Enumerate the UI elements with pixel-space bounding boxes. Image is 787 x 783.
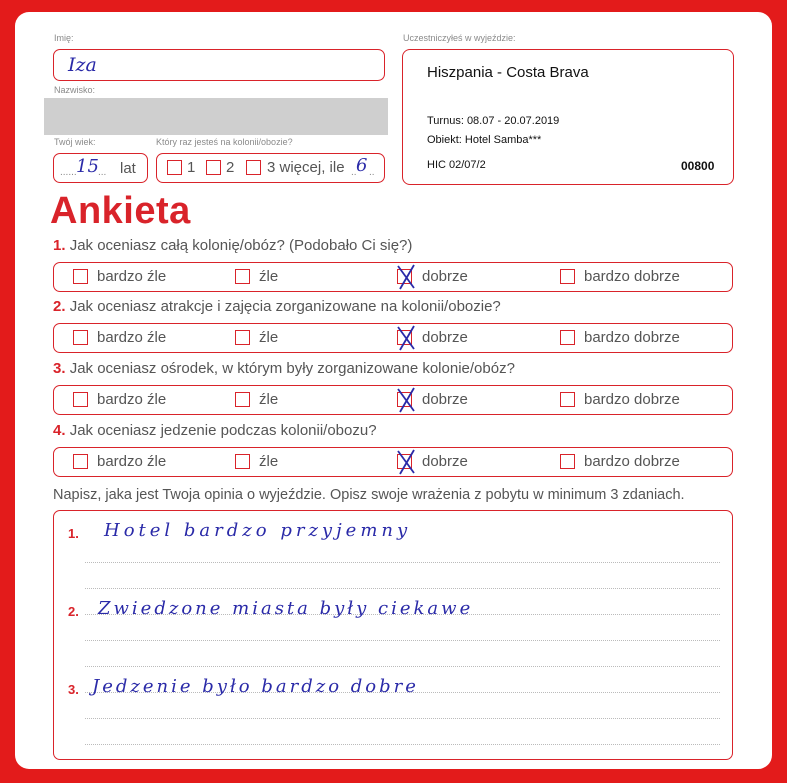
opinion-line [85, 718, 720, 719]
first-name-value: Iza [68, 54, 97, 76]
trip-obiekt: Obiekt: Hotel Samba*** [427, 134, 542, 146]
option-label: źle [259, 453, 279, 470]
option-label: bardzo dobrze [584, 391, 680, 408]
question-3 [53, 360, 515, 377]
trip-label: Uczestniczyłeś w wyjeździe: [403, 33, 516, 43]
opinion-prompt: Napisz, jaka jest Twoja opinia o wyjeździe. Opisz swoje wrażenia z pobytu w minimum 3 zdaniach. [53, 487, 685, 503]
option-label: dobrze [422, 329, 468, 346]
answer-text: Hotel bardzo przyjemny [104, 520, 412, 541]
age-label: Twój wiek: [54, 137, 96, 147]
checkbox-q3-opt4[interactable] [560, 392, 575, 407]
times-dots: .. [351, 167, 357, 178]
checkbox-q1-opt2[interactable] [235, 269, 250, 284]
opinion-line [85, 640, 720, 641]
option-label: dobrze [422, 391, 468, 408]
option-label: bardzo źle [97, 453, 167, 470]
question-text: Jak oceniasz atrakcje i zajęcia zorganizowane na kolonii/obozie? [69, 298, 501, 315]
trip-box [402, 49, 734, 185]
option-label: dobrze [422, 453, 468, 470]
option-label: bardzo źle [97, 391, 167, 408]
checkbox-q2-opt2[interactable] [235, 330, 250, 345]
checkbox-q4-opt3[interactable] [397, 454, 412, 469]
trip-number: 00800 [681, 159, 715, 173]
checkbox-q4-opt4[interactable] [560, 454, 575, 469]
survey-title: Ankieta [50, 190, 191, 232]
question-text: Jak oceniasz całą kolonię/obóz? (Podobało Ci się?) [69, 237, 413, 254]
checkbox-q1-opt4[interactable] [560, 269, 575, 284]
question-1 [53, 237, 412, 254]
question-number: 1. [53, 237, 66, 254]
times-checkbox-1[interactable] [167, 160, 182, 175]
option-label: bardzo źle [97, 329, 167, 346]
question-number: 3. [53, 360, 66, 377]
opinion-line [85, 588, 720, 589]
option-label: bardzo dobrze [584, 268, 680, 285]
opinion-line [85, 562, 720, 563]
age-unit: lat [120, 160, 136, 177]
checkbox-q3-opt3[interactable] [397, 392, 412, 407]
times-opt2-label: 2 [226, 159, 235, 176]
times-more-value: 6 [356, 155, 368, 176]
checkbox-q2-opt3[interactable] [397, 330, 412, 345]
check-mark-icon [395, 387, 417, 413]
checkbox-q4-opt2[interactable] [235, 454, 250, 469]
option-label: źle [259, 329, 279, 346]
check-mark-icon [395, 325, 417, 351]
times-checkbox-2[interactable] [206, 160, 221, 175]
question-2 [53, 298, 501, 315]
checkbox-q3-opt2[interactable] [235, 392, 250, 407]
option-label: bardzo źle [97, 268, 167, 285]
times-opt3-label: 3 więcej, ile [267, 159, 345, 176]
last-name-redacted [44, 98, 388, 135]
question-number: 4. [53, 422, 66, 439]
first-name-field[interactable] [53, 49, 385, 81]
option-label: źle [259, 268, 279, 285]
option-label: bardzo dobrze [584, 329, 680, 346]
checkbox-q2-opt4[interactable] [560, 330, 575, 345]
checkbox-q2-opt1[interactable] [73, 330, 88, 345]
times-dots-2: .. [369, 167, 375, 178]
question-text: Jak oceniasz ośrodek, w którym były zorganizowane kolonie/obóz? [69, 360, 515, 377]
question-text: Jak oceniasz jedzenie podczas kolonii/obozu? [69, 422, 377, 439]
times-label: Który raz jesteś na kolonii/obozie? [156, 137, 293, 147]
opinion-line [85, 744, 720, 745]
times-field [156, 153, 385, 183]
check-mark-icon [395, 449, 417, 475]
answer-text: Jedzenie było bardzo dobre [92, 676, 419, 697]
question-4 [53, 422, 377, 439]
checkbox-q3-opt1[interactable] [73, 392, 88, 407]
last-name-label: Nazwisko: [54, 85, 96, 95]
check-mark-icon [395, 264, 417, 290]
answer-number: 3. [68, 682, 79, 697]
option-label: bardzo dobrze [584, 453, 680, 470]
answer-number: 1. [68, 526, 79, 541]
opinion-line [85, 666, 720, 667]
age-field[interactable] [53, 153, 148, 183]
option-label: dobrze [422, 268, 468, 285]
trip-name: Hiszpania - Costa Brava [427, 64, 589, 81]
checkbox-q1-opt1[interactable] [73, 269, 88, 284]
answer-number: 2. [68, 604, 79, 619]
times-opt1-label: 1 [187, 159, 196, 176]
option-label: źle [259, 391, 279, 408]
checkbox-q1-opt3[interactable] [397, 269, 412, 284]
age-dots: ...... [60, 167, 77, 178]
opinion-box[interactable] [53, 510, 733, 760]
first-name-label: Imię: [54, 33, 74, 43]
age-dots-2: ... [98, 167, 107, 178]
trip-code: HIC 02/07/2 [427, 159, 486, 171]
checkbox-q4-opt1[interactable] [73, 454, 88, 469]
age-value: 15 [76, 156, 99, 177]
question-number: 2. [53, 298, 66, 315]
trip-turnus: Turnus: 08.07 - 20.07.2019 [427, 115, 560, 127]
answer-text: Zwiedzone miasta były ciekawe [98, 598, 474, 619]
times-checkbox-3[interactable] [246, 160, 261, 175]
